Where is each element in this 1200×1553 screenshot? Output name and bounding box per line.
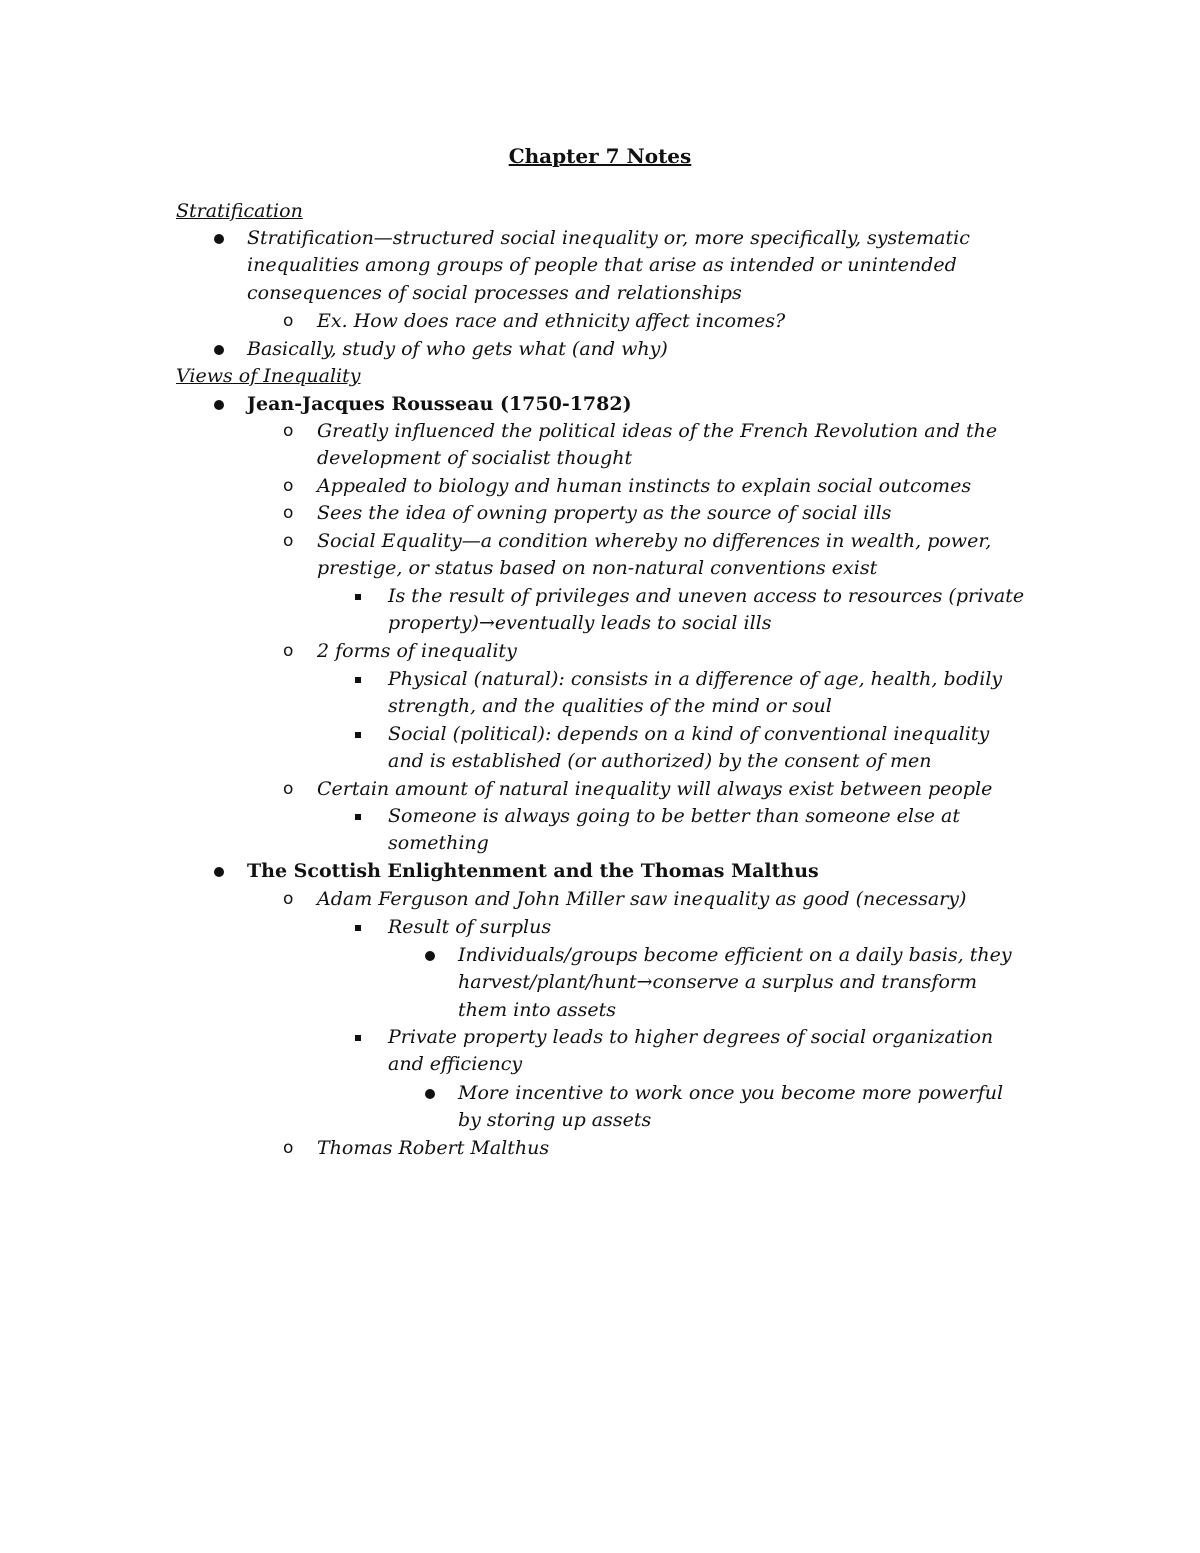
list-item-text: Individuals/groups become efficient on a daily basis, they harvest/plant/hunt→conserve a surplus and transform them into assets (458, 944, 1012, 1021)
bullet-dot-icon (425, 1089, 435, 1099)
list-item (283, 776, 1017, 803)
list-item-text: Is the result of privileges and uneven access to resources (private property)→eventually leads to social ills (388, 585, 1025, 635)
list-item-text: Private property leads to higher degrees of social organization and efficiency (388, 1026, 994, 1076)
list-item-text: More incentive to work once you become more powerful by storing up assets (458, 1082, 1004, 1132)
bullet-circle-icon: o (283, 476, 294, 496)
list-item-text: Social (political): depends on a kind of conventional inequality and is established (or authorized) by the consent of men (388, 723, 990, 773)
bullet-dot-icon (214, 867, 224, 877)
list-item-text: Stratification—structured social inequality or, more specifically, systematic inequalities among groups of people that arise as intended or unintended consequences of social processes and relationships (247, 227, 970, 304)
list-item (283, 500, 1017, 527)
bullet-square-icon (355, 814, 361, 820)
list-item-text: Basically, study of who gets what (and why) (247, 338, 668, 360)
list-item-text: Appealed to biology and human instincts to explain social outcomes (317, 475, 972, 497)
list-item (388, 721, 1028, 776)
bullet-circle-icon: o (283, 779, 294, 799)
list-item (247, 336, 1027, 363)
list-item-text: 2 forms of inequality (317, 640, 517, 662)
list-item (283, 308, 1017, 335)
list-item (283, 886, 1017, 913)
list-item-text: Thomas Robert Malthus (317, 1137, 550, 1159)
bullet-circle-icon: o (283, 889, 294, 909)
list-item (388, 803, 1028, 858)
bullet-square-icon (355, 594, 361, 600)
list-item (283, 1135, 1017, 1162)
list-item-text: Greatly influenced the political ideas of the French Revolution and the development of socialist thought (317, 420, 998, 470)
bullet-square-icon (355, 677, 361, 683)
bullet-dot-icon (214, 400, 224, 410)
bullet-dot-icon (214, 234, 224, 244)
list-item (458, 1080, 1028, 1135)
list-item (388, 583, 1028, 638)
bullet-dot-icon (214, 345, 224, 355)
list-item (247, 225, 1027, 307)
list-item-text: Sees the idea of owning property as the source of social ills (317, 502, 892, 524)
bullet-circle-icon: o (283, 503, 294, 523)
list-item (283, 528, 1017, 583)
bullet-square-icon (355, 1035, 361, 1041)
bullet-dot-icon (425, 951, 435, 961)
bullet-square-icon (355, 732, 361, 738)
list-item-text: Social Equality—a condition whereby no differences in wealth, power, prestige, or status based on non-natural conventions exist (317, 530, 992, 580)
section-heading-views-of-inequality: Views of Inequality (176, 365, 361, 387)
list-item-text: Someone is always going to be better than someone else at something (388, 805, 960, 855)
list-item-text: Jean-Jacques Rousseau (1750-1782) (247, 393, 632, 415)
bullet-circle-icon: o (283, 531, 294, 551)
bullet-circle-icon: o (283, 1138, 294, 1158)
bullet-square-icon (355, 925, 361, 931)
list-item (283, 638, 1017, 665)
list-item (388, 914, 1028, 941)
list-item (388, 1024, 1028, 1079)
list-item (388, 666, 1028, 721)
list-item-text: Physical (natural): consists in a difference of age, health, bodily strength, and the qualities of the mind or soul (388, 668, 1003, 718)
bullet-circle-icon: o (283, 421, 294, 441)
list-item-text: Adam Ferguson and John Miller saw inequality as good (necessary) (317, 888, 967, 910)
list-item (247, 391, 1027, 418)
list-item-text: Certain amount of natural inequality will always exist between people (317, 778, 993, 800)
list-item-text: Result of surplus (388, 916, 552, 938)
bullet-circle-icon: o (283, 641, 294, 661)
list-item (283, 418, 1017, 473)
bullet-circle-icon: o (283, 311, 294, 331)
list-item-text: The Scottish Enlightenment and the Thomas Malthus (247, 860, 819, 882)
list-item-text: Ex. How does race and ethnicity affect incomes? (317, 310, 786, 332)
list-item (458, 942, 1028, 1024)
section-heading-stratification: Stratification (176, 200, 303, 222)
list-item (247, 858, 1027, 885)
page-title: Chapter 7 Notes (508, 144, 692, 168)
list-item (283, 473, 1017, 500)
